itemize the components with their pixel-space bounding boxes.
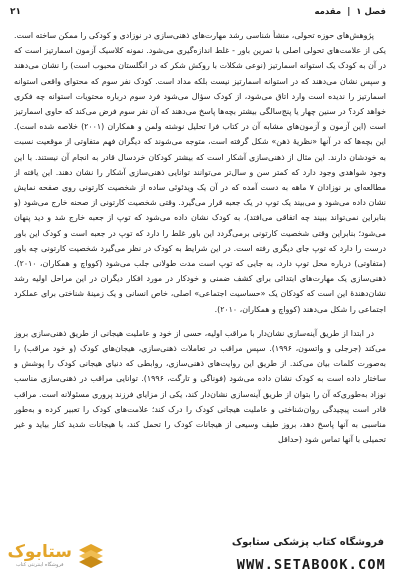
book-stack-icon [76,541,106,571]
chapter-title: مقدمه [314,7,342,17]
paragraph: پژوهش‌های حوزه تحولی، منشأ شناسی رشد مهارت‌های ذهنی‌سازی در نوزادی و کودکی را ممکن ساخته است. یکی از علامت‌های تحولی اصلی با تمرین باور - غلط اندازه‌گیری می‌شود. نمونه کلاسیک آزمون اسمارتیز است که در آن به کودک یک استوانه اسمارتیز (نوعی شکلات با روکش شکر که در انگلستان محبوب است) را نشان می‌دهند و سپس نشان می‌دهند که در استوانه اسمارتیز نیست بلکه مداد است. کودک نفر سوم که محتوای واقعی استوانه اسمارتیز را ندیده است وارد اتاق می‌شود، از کودک سؤال می‌شود فرد سوم درباره محتویات استوانه چه فکری خواهد کرد؟ در سنین چهار یا پنج‌سالگی بیشتر بچه‌ها پاسخ می‌دهند که آن نفر سوم فرض می‌کند که حاوی اسمارتیز است (این آزمون و آزمون‌های مشابه آن در کتاب فرا تحلیل نوشته ولمن و همکاران (۲۰۰۱) خلاصه شده است). این بچه‌ها که در آنها «نظریهٔ ذهن» شکل گرفته است، متوجه می‌شوند که دیگران فهم متفاوتی از موقعیت نسبت به خودشان دارند. این مثال از ذهنی‌سازی آشکار است که بیشتر کودکان خردسال قادر به انجام آن نیستند. با این وجود شواهدی وجود دارد که کمتر سن و سال‌تر می‌توانند توانایی ذهنی‌سازی آشکار را نشان دهند. این یافته از مطالعه‌ای بر نوزادان ۷ ماهه به دست آمده که در آن یک ویدئوئی ساده از شخصیت کارتونی روی صفحه نمایش نشان داده می‌شود و می‌بیند یک توپ در یک جعبه قرار می‌گیرد. وقتی شخصیت کارتونی از صحنه خارج می‌شود (و بنابراین نمی‌تواند ببیند چه اتفاقی می‌افتد)، به کودک نشان داده می‌شود که توپ از جعبه خارج شد و دید پنهان می‌شود؛ بنابراین وقتی شخصیت کارتونی برمی‌گردد این باور غلط را دارد که توپ در جعبه است و کودک این باور درست را دارد که توپ جای دیگری رفته است. در این شرایط به کودک در نظر می‌گیرد شخصیت کارتونی چه باور (متفاوتی) درباره محل توپ دارد، به جایی که توپ است مدت طولانی جلب می‌شود (کوواچ و همکاران، ۲۰۱۰). ذهنی‌سازی یک مهارت‌های ابتدائی برای کشف ضمنی و خودکار در مورد افکار دیگران در این مراحل اولیه رشد نشان‌دهندهٔ این است که کودکان یک «حساسیت اجتماعی» اصلی، خاص انسانی و یک زمینهٔ شناختی برای عملکرد اجتماعی را شکل می‌دهند (کوواچ و همکاران، ۲۰۱۰). [14,31,386,314]
logo-tagline: فروشگاه اینترنتی کتاب [15,562,64,568]
watermark-footer [0,533,400,583]
body-text [14,28,386,518]
store-name: فروشگاه کتاب پزشکی ستابوک [231,537,384,548]
setabook-logo [6,535,106,577]
paragraph: در ابتدا از طریق آینه‌سازی نشان‌دار با مراقب اولیه، حسی از خود و عاملیت هیجانی از طریق ذهنی‌سازی بروز می‌کند (جرجلی و واتسون، ۱۹۹۶). سپس مراقب در تعاملات ذهنی‌سازی، هیجان‌های کودک (و خود مراقب) را به‌صورت کلمات بیان می‌کند. از طریق این روایت‌های ذهنی‌سازی، روابطی که دنیای هیجانی کودک را پوشش و ساختار داده است به کودک نشان داده می‌شود (فوناگی و تارگت، ۱۹۹۶). توانایی مراقب در ذهنی‌سازی مناسب نوزاد به‌طوری‌که آن را بتوان از طریق آینه‌سازی نشان‌دار کند، یکی از مزایای فرزند پروری مسئولانه است. مراقب قادر است پیچیدگی روان‌شناختی و عاملیت هیجانی کودک را درک کند؛ علامت‌های کودک را تعبیر کرده و به‌طور مناسبی به آنها پاسخ دهد، بروز طیف وسیعی از هیجانات کودک را تحمل کند، با هیجانات شدید کنار بیاید و غیر تحمیلی با آنها تماس شود (حداقل [14,328,386,445]
chapter-number: فصل ۱ [356,7,386,17]
chapter-heading [314,7,386,17]
store-url[interactable]: WWW.SETABOOK.COM [236,557,386,573]
page-number: ۲۱ [10,7,21,17]
chapter-separator: | [347,7,351,17]
logo-word: ستابوک [7,542,72,562]
running-head [10,4,386,20]
logo-text [8,543,73,569]
